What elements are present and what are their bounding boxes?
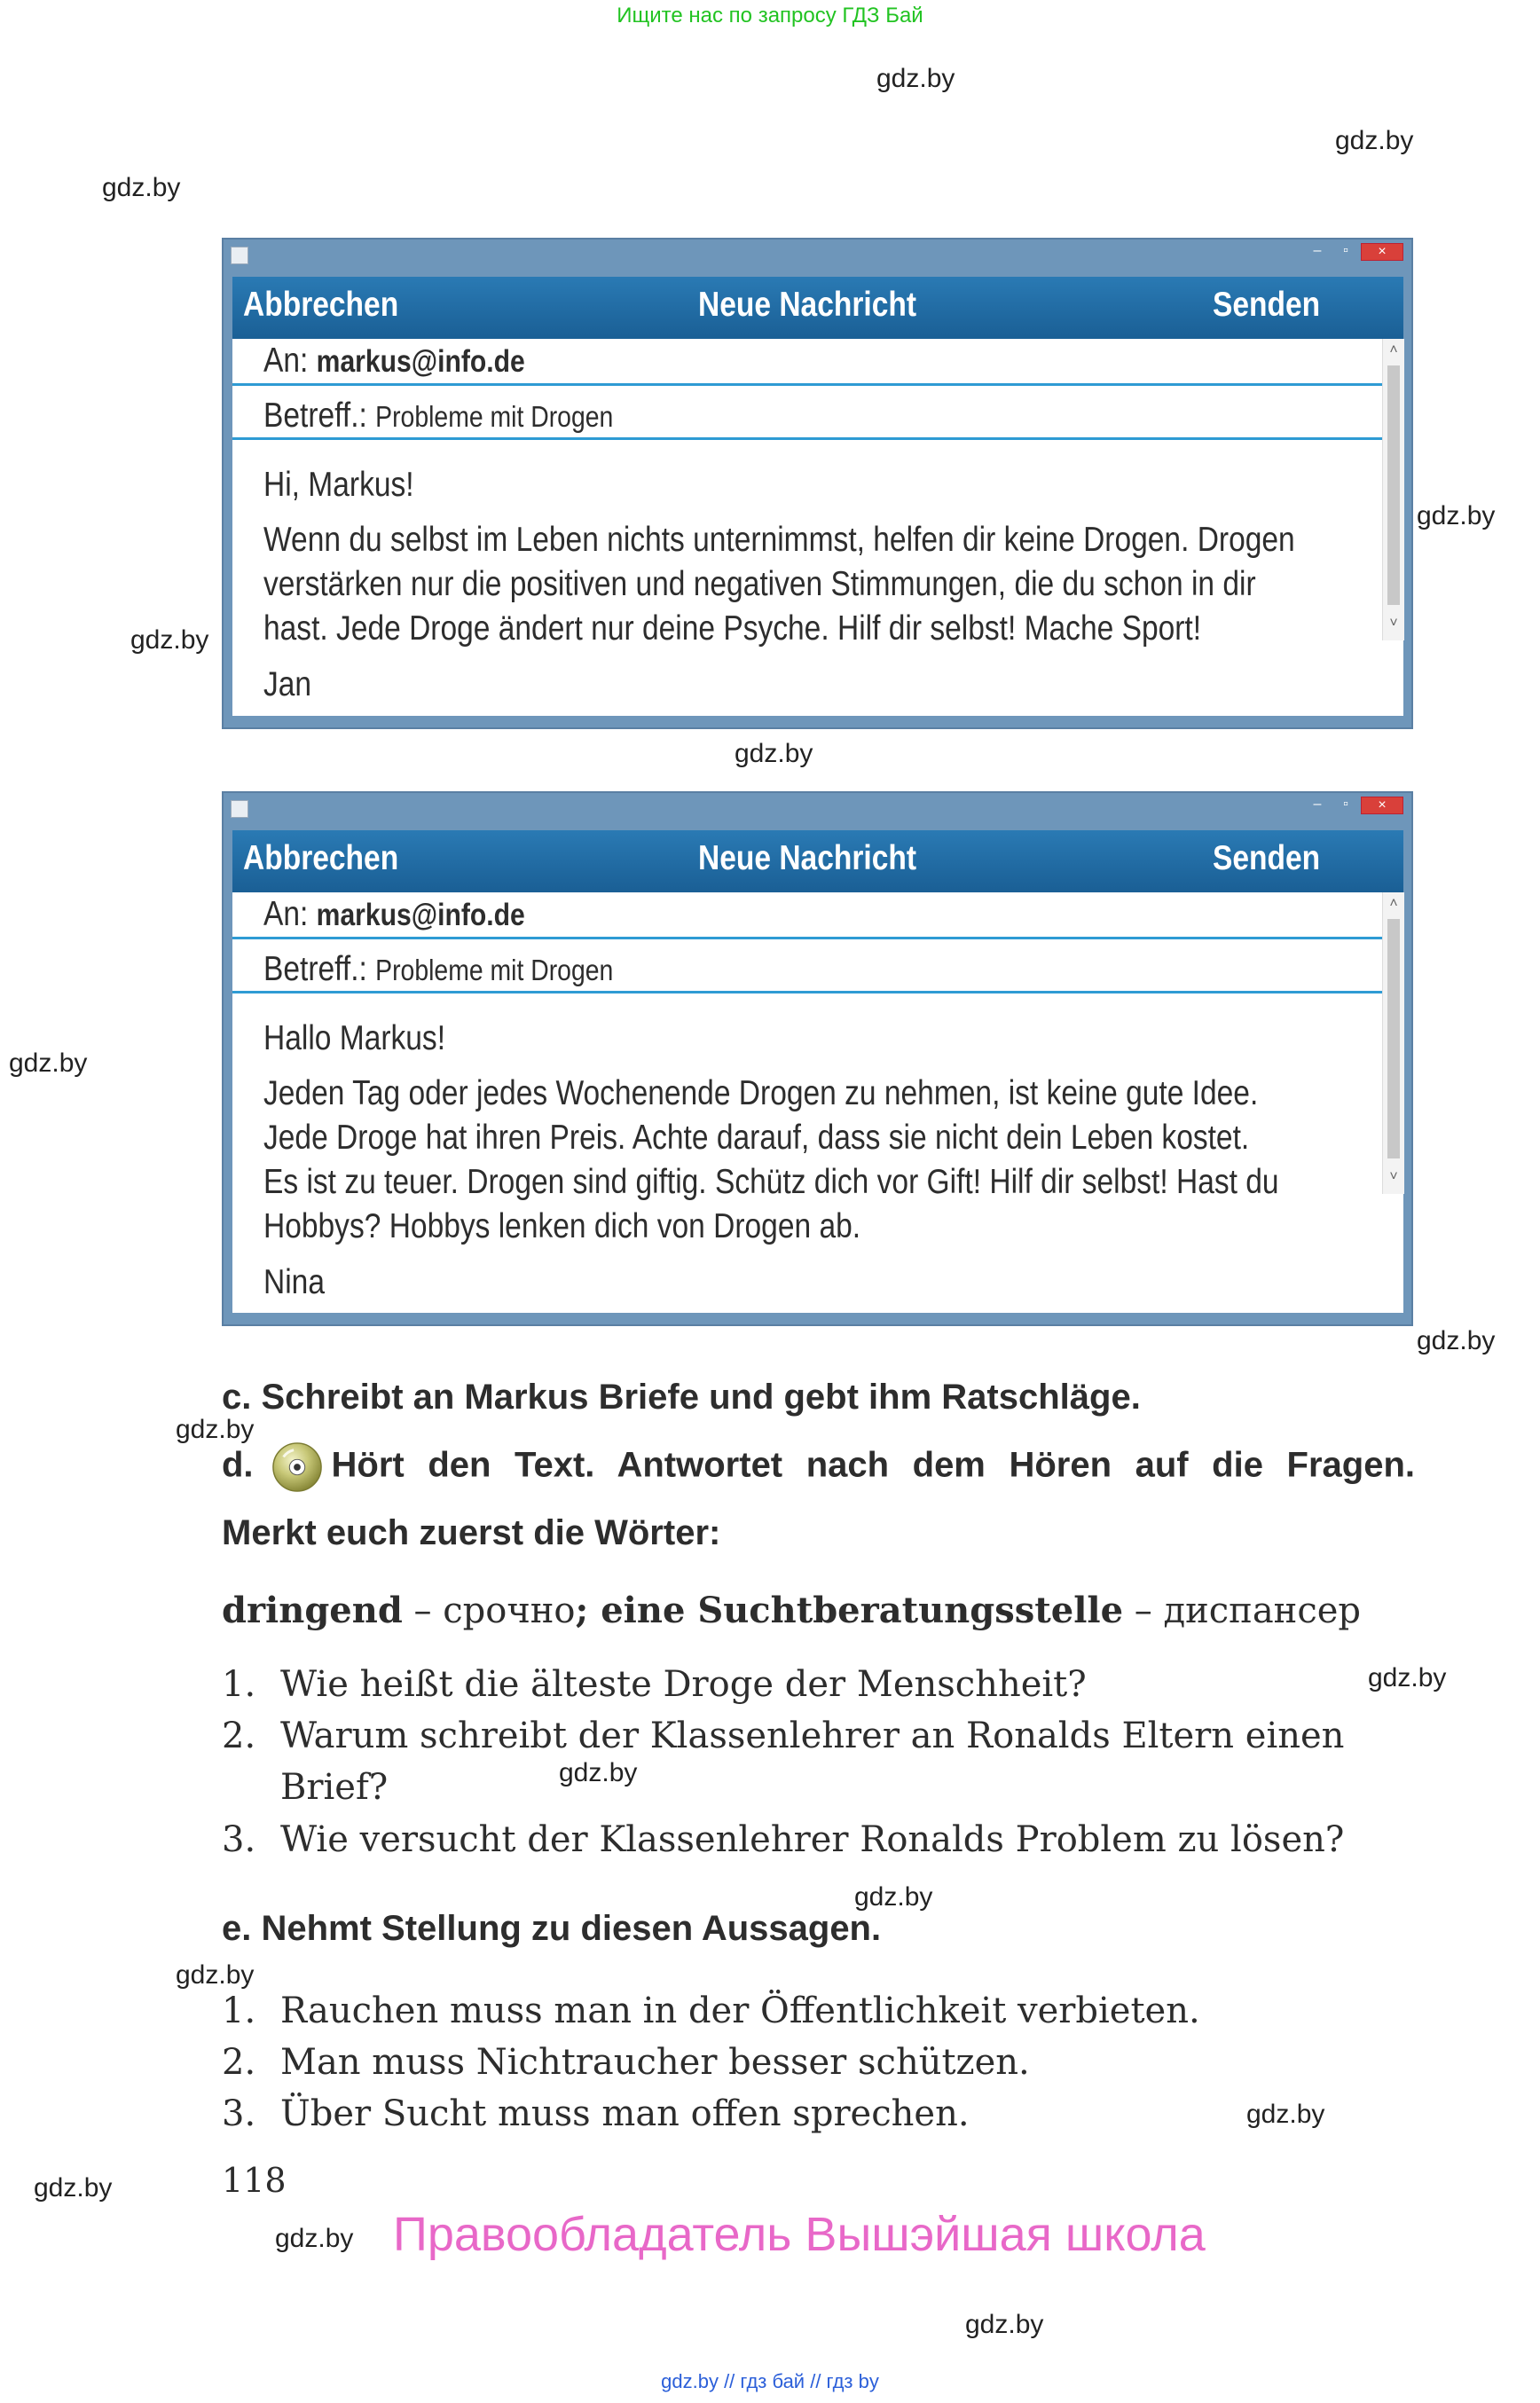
subject-label: Betreff.: Probleme mit Drogen bbox=[263, 397, 614, 435]
subject-value: Probleme mit Drogen bbox=[375, 400, 614, 433]
mail-line: Es ist zu teuer. Drogen sind giftig. Schütz dich vor Gift! Hilf dir selbst! Hast du bbox=[263, 1163, 1279, 1201]
to-address: markus@info.de bbox=[316, 898, 525, 932]
scroll-down-icon[interactable]: ˅ bbox=[1389, 616, 1398, 631]
top-search-note: Ищите нас по запросу ГДЗ Бай bbox=[617, 4, 923, 27]
to-address: markus@info.de bbox=[316, 344, 525, 379]
page-number: 118 bbox=[222, 2161, 287, 2200]
mail-line: Jeden Tag oder jedes Wochenende Drogen zu nehmen, ist keine gute Idee. bbox=[263, 1074, 1259, 1112]
mail-line: verstärken nur die positiven und negativen Stimmungen, die du schon in dir bbox=[263, 565, 1256, 603]
task-d-letter: d. bbox=[222, 1445, 254, 1485]
email-window-1 bbox=[222, 238, 1413, 729]
email-window-2 bbox=[222, 791, 1413, 1326]
mail-header-bar bbox=[232, 830, 1403, 892]
mail-line: Hobbys? Hobbys lenken dich von Drogen ab. bbox=[263, 1207, 861, 1245]
maximize-icon[interactable]: ▫ bbox=[1343, 797, 1348, 812]
list-text: Wie versucht der Klassenlehrer Ronalds Problem zu lösen? bbox=[280, 1819, 1345, 1860]
scroll-thumb[interactable] bbox=[1387, 365, 1400, 605]
minimize-icon[interactable]: – bbox=[1313, 243, 1322, 258]
watermark: gdz.by bbox=[176, 1960, 255, 1990]
scroll-up-icon[interactable]: ˄ bbox=[1389, 342, 1398, 357]
list-number: 2. bbox=[222, 1716, 256, 1756]
mail-header-bar bbox=[232, 277, 1403, 339]
watermark: gdz.by bbox=[1246, 2100, 1325, 2129]
subject-field[interactable] bbox=[232, 386, 1382, 440]
close-icon[interactable]: × bbox=[1361, 797, 1403, 814]
mail-greeting: Hi, Markus! bbox=[263, 466, 414, 504]
mail-title: Neue Nachricht bbox=[698, 839, 917, 877]
list-number: 1. bbox=[222, 1991, 256, 2031]
scroll-down-icon[interactable]: ˅ bbox=[1389, 1169, 1398, 1184]
scrollbar[interactable] bbox=[1382, 339, 1404, 640]
list-text: Man muss Nichtraucher besser schützen. bbox=[280, 2042, 1030, 2083]
app-icon bbox=[231, 247, 248, 264]
watermark: gdz.by bbox=[1368, 1663, 1447, 1692]
scroll-thumb[interactable] bbox=[1387, 919, 1400, 1158]
task-e: e. Nehmt Stellung zu diesen Aussagen. bbox=[222, 1909, 882, 1948]
cancel-button[interactable]: Abbrechen bbox=[243, 839, 399, 877]
watermark: gdz.by bbox=[876, 64, 955, 93]
subject-label: Betreff.: Probleme mit Drogen bbox=[263, 950, 614, 988]
watermark: gdz.by bbox=[854, 1882, 933, 1912]
mail-line: Wenn du selbst im Leben nichts unternimmst, helfen dir keine Drogen. Drogen bbox=[263, 521, 1295, 559]
mail-line: hast. Jede Droge ändert nur deine Psyche. Hilf dir selbst! Mache Sport! bbox=[263, 609, 1202, 648]
watermark: gdz.by bbox=[176, 1415, 255, 1444]
scrollbar[interactable] bbox=[1382, 892, 1404, 1194]
list-text: Über Sucht muss man offen sprechen. bbox=[280, 2093, 970, 2134]
to-label: An: markus@info.de bbox=[263, 895, 525, 933]
vocabulary-line: dringend – срочно; eine Suchtberatungsstelle – диспансер bbox=[222, 1590, 1362, 1631]
mail-title: Neue Nachricht bbox=[698, 286, 917, 324]
mail-body bbox=[232, 892, 1403, 1313]
vocab-word: dringend bbox=[222, 1590, 403, 1631]
window-title-bar bbox=[224, 793, 1411, 828]
watermark: gdz.by bbox=[735, 739, 813, 768]
task-d-text: Hört den Text. Antwortet nach dem Hören auf die Fragen. bbox=[331, 1445, 1415, 1485]
task-d-line1 bbox=[222, 1441, 1415, 1493]
send-button[interactable]: Senden bbox=[1213, 286, 1321, 324]
list-number: 1. bbox=[222, 1664, 256, 1705]
to-field[interactable] bbox=[232, 892, 1382, 939]
watermark: gdz.by bbox=[34, 2173, 113, 2203]
list-number: 2. bbox=[222, 2042, 256, 2083]
copyright-text: Правообладатель Вышэйшая школа bbox=[393, 2208, 1206, 2261]
subject-field[interactable] bbox=[232, 939, 1382, 993]
close-icon[interactable]: × bbox=[1361, 243, 1403, 261]
watermark: gdz.by bbox=[559, 1758, 638, 1787]
task-c: c. Schreibt an Markus Briefe und gebt ihm Ratschläge. bbox=[222, 1378, 1141, 1417]
mail-signature: Jan bbox=[263, 665, 312, 703]
watermark: gdz.by bbox=[1417, 1326, 1496, 1355]
list-text: Warum schreibt der Klassenlehrer an Ronalds Eltern einen Brief? bbox=[280, 1716, 1345, 1808]
vocab-translation: диспансер bbox=[1163, 1590, 1362, 1631]
send-button[interactable]: Senden bbox=[1213, 839, 1321, 877]
to-label: An: markus@info.de bbox=[263, 342, 525, 380]
maximize-icon[interactable]: ▫ bbox=[1343, 243, 1348, 258]
list-number: 3. bbox=[222, 2093, 256, 2134]
cancel-button[interactable]: Abbrechen bbox=[243, 286, 399, 324]
audio-cd-icon bbox=[271, 1441, 323, 1493]
watermark: gdz.by bbox=[9, 1048, 88, 1078]
list-text: Rauchen muss man in der Öffentlichkeit verbieten. bbox=[280, 1991, 1200, 2031]
list-number: 3. bbox=[222, 1819, 256, 1860]
watermark: gdz.by bbox=[965, 2310, 1044, 2339]
watermark: gdz.by bbox=[130, 625, 209, 655]
list-text: Wie heißt die älteste Droge der Menschheit? bbox=[280, 1664, 1087, 1705]
mail-signature: Nina bbox=[263, 1263, 325, 1301]
subject-value: Probleme mit Drogen bbox=[375, 954, 614, 986]
to-field[interactable] bbox=[232, 339, 1382, 386]
watermark: gdz.by bbox=[1335, 126, 1414, 155]
window-title-bar bbox=[224, 240, 1411, 275]
vocab-translation: срочно bbox=[443, 1590, 576, 1631]
task-d-line2: Merkt euch zuerst die Wörter: bbox=[222, 1513, 721, 1552]
scroll-up-icon[interactable]: ˄ bbox=[1389, 896, 1398, 911]
mail-greeting: Hallo Markus! bbox=[263, 1019, 446, 1057]
watermark: gdz.by bbox=[275, 2224, 354, 2253]
minimize-icon[interactable]: – bbox=[1313, 797, 1322, 812]
watermark: gdz.by bbox=[102, 173, 181, 202]
footer-links: gdz.by // гдз бай // гдз by bbox=[661, 2370, 879, 2392]
app-icon bbox=[231, 800, 248, 818]
watermark: gdz.by bbox=[1417, 501, 1496, 530]
vocab-word: eine Suchtberatungsstelle bbox=[601, 1590, 1124, 1631]
mail-body bbox=[232, 339, 1403, 716]
mail-line: Jede Droge hat ihren Preis. Achte darauf, dass sie nicht dein Leben kostet. bbox=[263, 1119, 1250, 1157]
